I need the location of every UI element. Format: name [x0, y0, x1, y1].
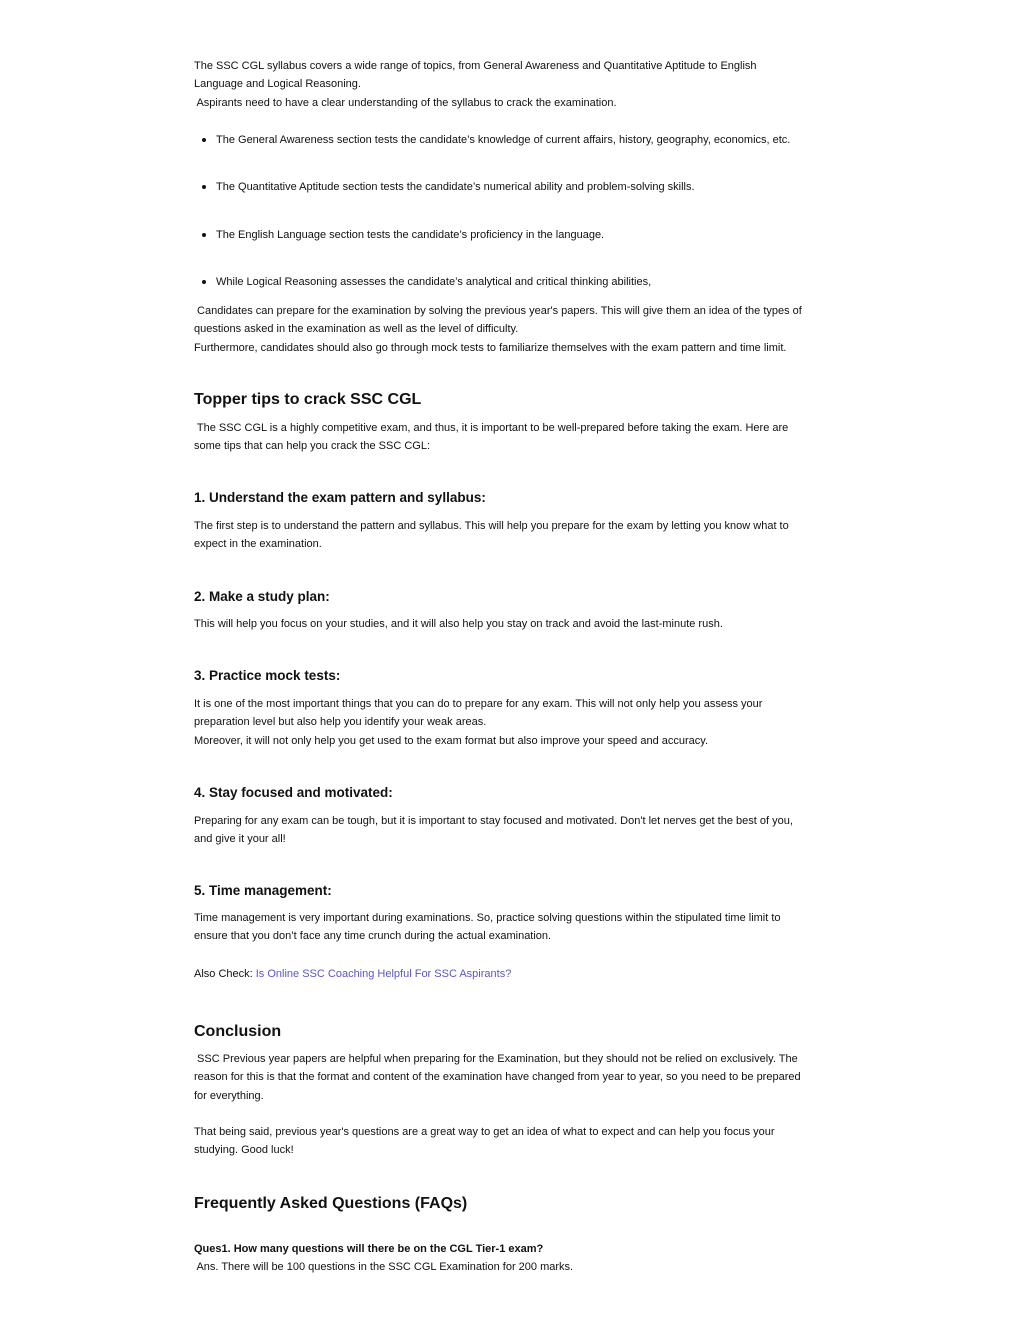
- also-check: [194, 965, 834, 983]
- tip-line: ensure that you don’t face any time crunch during the actual examination.: [194, 930, 552, 943]
- bullet-dot-icon: [202, 233, 206, 237]
- conclusion-line: That being said, previous year's questions are a great way to get an idea of what to expect and can help you focus your: [194, 1126, 775, 1138]
- list-item: The General Awareness section tests the candidate’s knowledge of current affairs, history, geography, economics, etc.: [194, 131, 834, 149]
- tip-line: preparation level but also help you identify your weak areas.: [194, 716, 487, 729]
- conclusion-line: reason for this is that the format and content of the examination have changed from year to year, so you need to be prepared: [194, 1071, 801, 1084]
- also-check-link[interactable]: Is Online SSC Coaching Helpful For SSC Aspirants?: [255, 968, 512, 980]
- faq-question: Ques1. How many questions will there be on the CGL Tier-1 exam?: [194, 1243, 544, 1255]
- tip-line: This will help you focus on your studies, and it will also help you stay on track and avoid the last-minute rush.: [194, 618, 723, 630]
- tip-line: expect in the examination.: [194, 538, 322, 551]
- conclusion-line: for everything.: [194, 1089, 264, 1102]
- topper-intro-paragraph: [194, 419, 834, 456]
- bullet-dot-icon: [202, 138, 206, 142]
- conclusion-line: studying. Good luck!: [194, 1144, 294, 1157]
- list-item: While Logical Reasoning assesses the candidate’s analytical and critical thinking abilities,: [194, 273, 834, 291]
- bullet-dot-icon: [202, 185, 206, 189]
- intro-line: Aspirants need to have a clear understanding of the syllabus to crack the examination.: [194, 96, 617, 109]
- intro-line: Language and Logical Reasoning.: [194, 78, 361, 91]
- syllabus-bullet-list: [194, 273, 834, 291]
- list-item: The Quantitative Aptitude section tests the candidate’s numerical ability and problem-solving skills.: [194, 178, 834, 196]
- tip-paragraph: [194, 615, 834, 633]
- list-item: The English Language section tests the candidate’s proficiency in the language.: [194, 226, 834, 244]
- tip-line: Moreover, it will not only help you get used to the exam format but also improve your speed and accuracy.: [194, 734, 709, 747]
- tip-line: It is one of the most important things that you can do to prepare for any exam. This will not only help you assess your: [194, 698, 763, 710]
- topper-line: some tips that can help you crack the SSC CGL:: [194, 440, 431, 453]
- section-heading-faq: Frequently Asked Questions (FAQs): [194, 1195, 468, 1212]
- tip-heading: 3. Practice mock tests:: [194, 668, 341, 683]
- intro-line: The SSC CGL syllabus covers a wide range of topics, from General Awareness and Quantitative Aptitude to English: [194, 60, 757, 72]
- section-heading-topper-tips: Topper tips to crack SSC CGL: [194, 391, 422, 408]
- prep-line: questions asked in the examination as well as the level of difficulty.: [194, 323, 519, 336]
- intro-paragraph: [194, 57, 834, 112]
- tip-line: Time management is very important during examinations. So, practice solving questions within the stipulated time limit to: [194, 912, 781, 924]
- faq-answer: Ans. There will be 100 questions in the SSC CGL Examination for 200 marks.: [194, 1261, 574, 1274]
- tip-heading: 4. Stay focused and motivated:: [194, 785, 393, 800]
- tip-line: Preparing for any exam can be tough, but it is important to stay focused and motivated. Don't let nerves get the best of you,: [194, 815, 793, 827]
- tip-paragraph: [194, 695, 834, 750]
- prep-line: Furthermore, candidates should also go through mock tests to familiarize themselves with the exam pattern and time limit.: [194, 341, 787, 354]
- conclusion-paragraph: [194, 1050, 834, 1105]
- faq-item: [194, 1240, 834, 1277]
- tip-paragraph: [194, 517, 834, 554]
- tip-paragraph: [194, 909, 834, 946]
- tip-heading: 1. Understand the exam pattern and syllabus:: [194, 490, 486, 505]
- prep-paragraph: [194, 302, 834, 357]
- section-heading-conclusion: Conclusion: [194, 1023, 282, 1040]
- conclusion-line: SSC Previous year papers are helpful when preparing for the Examination, but they should not be relied on exclusively. The: [194, 1053, 798, 1065]
- tip-line: and give it your all!: [194, 833, 286, 846]
- also-check-label: Also Check:: [194, 968, 256, 980]
- syllabus-bullet-list: [194, 131, 834, 149]
- tip-paragraph: [194, 812, 834, 849]
- topper-line: The SSC CGL is a highly competitive exam, and thus, it is important to be well-prepared before taking the exam. Here are: [194, 422, 789, 434]
- tip-heading: 2. Make a study plan:: [194, 589, 330, 604]
- syllabus-bullet-list: [194, 178, 834, 196]
- tip-heading: 5. Time management:: [194, 883, 332, 898]
- bullet-dot-icon: [202, 280, 206, 284]
- tip-line: The first step is to understand the pattern and syllabus. This will help you prepare for the exam by letting you know what to: [194, 520, 789, 532]
- prep-line: Candidates can prepare for the examination by solving the previous year's papers. This will give them an idea of the types of: [194, 305, 802, 317]
- conclusion-paragraph: [194, 1123, 834, 1160]
- syllabus-bullet-list: [194, 226, 834, 244]
